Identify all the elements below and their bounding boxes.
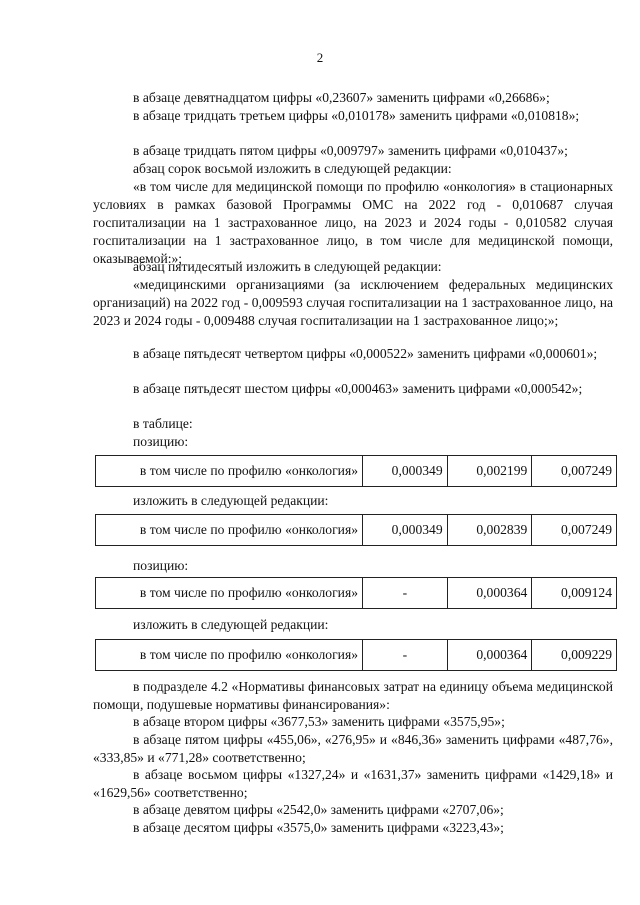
paragraph: в таблице: xyxy=(133,416,193,431)
paragraph: в подразделе 4.2 «Нормативы финансовых затрат на единицу объема медицинской помощи, подушевые нормативы финансирования»: xyxy=(93,679,613,712)
table-row xyxy=(96,515,617,546)
paragraph: «в том числе для медицинской помощи по профилю «онкология» в стационарных условиях в рамках базовой Программы ОМС на 2022 год - 0,010687 случая госпитализации на 1 застрахованное лицо, на 2023 и 2024 годы - 0,010582 случая госпитализации на 1 застрахованное лицо, в том числе для медицинской помощи, оказываемой:»; xyxy=(93,179,613,266)
table-row xyxy=(96,456,617,487)
table-cell: 0,002199 xyxy=(447,456,532,487)
paragraph: в абзаце девятом цифры «2542,0» заменить цифрами «2707,06»; xyxy=(133,802,504,817)
table-row xyxy=(96,578,617,609)
table-cell: - xyxy=(363,578,448,609)
paragraph: позицию: xyxy=(133,434,189,449)
paragraph: «медицинскими организациями (за исключением федеральных медицинских организаций) на 2022 год - 0,009593 случая госпитализации на 1 застрахованное лицо, на 2023 и 2024 годы - 0,009488 случая госпитализации на 1 застрахованное лицо;»; xyxy=(93,277,613,328)
table-position-old xyxy=(95,455,617,487)
paragraph: в абзаце пятом цифры «455,06», «276,95» и «846,36» заменить цифрами «487,76», «333,85» и «771,28» соответственно; xyxy=(93,732,613,765)
table-position-new xyxy=(95,639,617,671)
table-cell: в том числе по профилю «онкология» xyxy=(96,578,363,609)
paragraph: в абзаце втором цифры «3677,53» заменить цифрами «3575,95»; xyxy=(133,714,505,729)
paragraph: в абзаце восьмом цифры «1327,24» и «1631,37» заменить цифрами «1429,18» и «1629,56» соответственно; xyxy=(93,767,613,800)
page-number: 2 xyxy=(316,50,324,65)
table-cell: 0,000364 xyxy=(447,640,532,671)
table-cell: 0,009124 xyxy=(532,578,617,609)
paragraph: в абзаце девятнадцатом цифры «0,23607» заменить цифрами «0,26686»; xyxy=(133,90,550,105)
table-cell: в том числе по профилю «онкология» xyxy=(96,456,363,487)
table-cell: в том числе по профилю «онкология» xyxy=(96,515,363,546)
table-cell: 0,000349 xyxy=(363,515,448,546)
table-position-new xyxy=(95,514,617,546)
table-cell: 0,007249 xyxy=(532,515,617,546)
table-cell: 0,007249 xyxy=(532,456,617,487)
table-row xyxy=(96,640,617,671)
paragraph: позицию: xyxy=(133,558,189,573)
paragraph: в абзаце десятом цифры «3575,0» заменить цифрами «3223,43»; xyxy=(133,820,504,835)
paragraph: в абзаце пятьдесят шестом цифры «0,000463» заменить цифрами «0,000542»; xyxy=(133,381,583,396)
table-cell: 0,000349 xyxy=(363,456,448,487)
table-cell: 0,000364 xyxy=(447,578,532,609)
table-position-old xyxy=(95,577,617,609)
paragraph: в абзаце тридцать третьем цифры «0,010178» заменить цифрами «0,010818»; xyxy=(133,108,580,123)
table-cell: 0,002839 xyxy=(447,515,532,546)
paragraph: в абзаце пятьдесят четвертом цифры «0,000522» заменить цифрами «0,000601»; xyxy=(133,346,598,361)
table-cell: 0,009229 xyxy=(532,640,617,671)
paragraph: в абзаце тридцать пятом цифры «0,009797» заменить цифрами «0,010437»; xyxy=(133,143,568,158)
paragraph: изложить в следующей редакции: xyxy=(133,493,329,508)
table-cell: - xyxy=(363,640,448,671)
paragraph: изложить в следующей редакции: xyxy=(133,617,329,632)
table-cell: в том числе по профилю «онкология» xyxy=(96,640,363,671)
paragraph: абзац пятидесятый изложить в следующей редакции: xyxy=(133,259,442,274)
paragraph: абзац сорок восьмой изложить в следующей редакции: xyxy=(133,161,452,176)
